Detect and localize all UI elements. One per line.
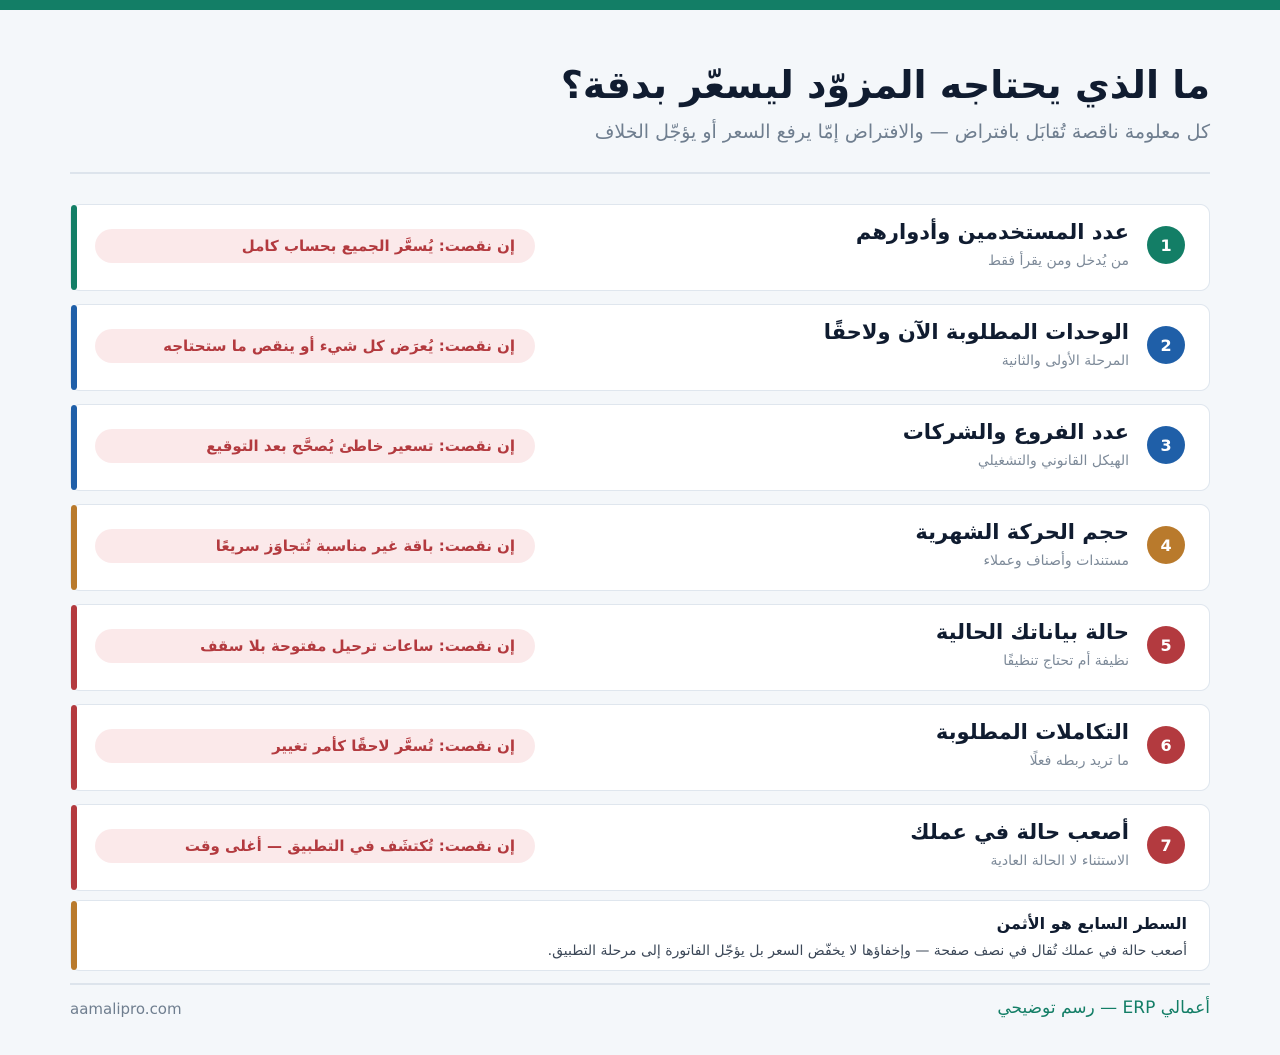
- requirements-list: [70, 204, 1210, 891]
- list-item: [70, 404, 1210, 491]
- item-title: أصعب حالة في عملك: [910, 820, 1129, 844]
- item-title: حجم الحركة الشهرية: [915, 520, 1129, 544]
- item-number-badge: 1: [1147, 226, 1185, 264]
- item-title: الوحدات المطلوبة الآن ولاحقًا: [823, 320, 1129, 344]
- list-item: [70, 604, 1210, 691]
- item-risk-pill: إن نقصت: باقة غير مناسبة تُتجاوَز سريعًا: [95, 529, 535, 563]
- item-title: التكاملات المطلوبة: [935, 720, 1129, 744]
- item-accent-bar: [71, 505, 77, 590]
- item-risk-pill: إن نقصت: ساعات ترحيل مفتوحة بلا سقف: [95, 629, 535, 663]
- note-title: السطر السابع هو الأثمن: [996, 914, 1187, 933]
- item-number-badge: 3: [1147, 426, 1185, 464]
- item-risk-pill: إن نقصت: يُعرَض كل شيء أو ينقص ما ستحتاجه: [95, 329, 535, 363]
- item-number-badge: 2: [1147, 326, 1185, 364]
- item-accent-bar: [71, 305, 77, 390]
- item-accent-bar: [71, 405, 77, 490]
- item-number-badge: 6: [1147, 726, 1185, 764]
- item-number-badge: 7: [1147, 826, 1185, 864]
- item-risk-pill: إن نقصت: تُسعَّر لاحقًا كأمر تغيير: [95, 729, 535, 763]
- footer: [70, 985, 1210, 1025]
- item-description: الاستثناء لا الحالة العادية: [990, 853, 1129, 869]
- infographic: [70, 10, 1210, 1025]
- note-accent-bar: [71, 901, 77, 970]
- item-description: المرحلة الأولى والثانية: [1001, 353, 1129, 369]
- top-accent-bar: [0, 0, 1280, 10]
- item-accent-bar: [71, 805, 77, 890]
- item-number-badge: 4: [1147, 526, 1185, 564]
- note-text: أصعب حالة في عملك تُقال في نصف صفحة — وإخفاؤها لا يخفّض السعر بل يؤجّل الفاتورة إلى مرحلة التطبيق.: [547, 943, 1187, 959]
- list-item: [70, 204, 1210, 291]
- callout-note: [70, 900, 1210, 971]
- footer-brand: أعمالي ERP — رسم توضيحي: [997, 998, 1210, 1018]
- page-title: ما الذي يحتاجه المزوّد ليسعّر بدقة؟: [560, 63, 1210, 107]
- item-risk-pill: إن نقصت: يُسعَّر الجميع بحساب كامل: [95, 229, 535, 263]
- item-description: الهيكل القانوني والتشغيلي: [977, 453, 1129, 469]
- page-subtitle: كل معلومة ناقصة تُقابَل بافتراض — والافتراض إمّا يرفع السعر أو يؤجّل الخلاف: [594, 121, 1210, 143]
- item-title: عدد المستخدمين وأدوارهم: [855, 220, 1129, 244]
- item-risk-pill: إن نقصت: تُكتشَف في التطبيق — أغلى وقت: [95, 829, 535, 863]
- item-accent-bar: [71, 205, 77, 290]
- item-title: عدد الفروع والشركات: [902, 420, 1129, 444]
- item-accent-bar: [71, 705, 77, 790]
- item-title: حالة بياناتك الحالية: [935, 620, 1129, 644]
- item-description: مستندات وأصناف وعملاء: [983, 553, 1129, 569]
- item-risk-pill: إن نقصت: تسعير خاطئ يُصحَّح بعد التوقيع: [95, 429, 535, 463]
- list-item: [70, 804, 1210, 891]
- item-description: من يُدخل ومن يقرأ فقط: [987, 253, 1129, 269]
- footer-site: aamalipro.com: [70, 1000, 182, 1018]
- list-item: [70, 304, 1210, 391]
- item-description: ما تريد ربطه فعلًا: [1029, 753, 1129, 769]
- list-item: [70, 704, 1210, 791]
- list-item: [70, 504, 1210, 591]
- item-accent-bar: [71, 605, 77, 690]
- header-divider: [70, 172, 1210, 174]
- item-description: نظيفة أم تحتاج تنظيفًا: [1003, 653, 1129, 669]
- item-number-badge: 5: [1147, 626, 1185, 664]
